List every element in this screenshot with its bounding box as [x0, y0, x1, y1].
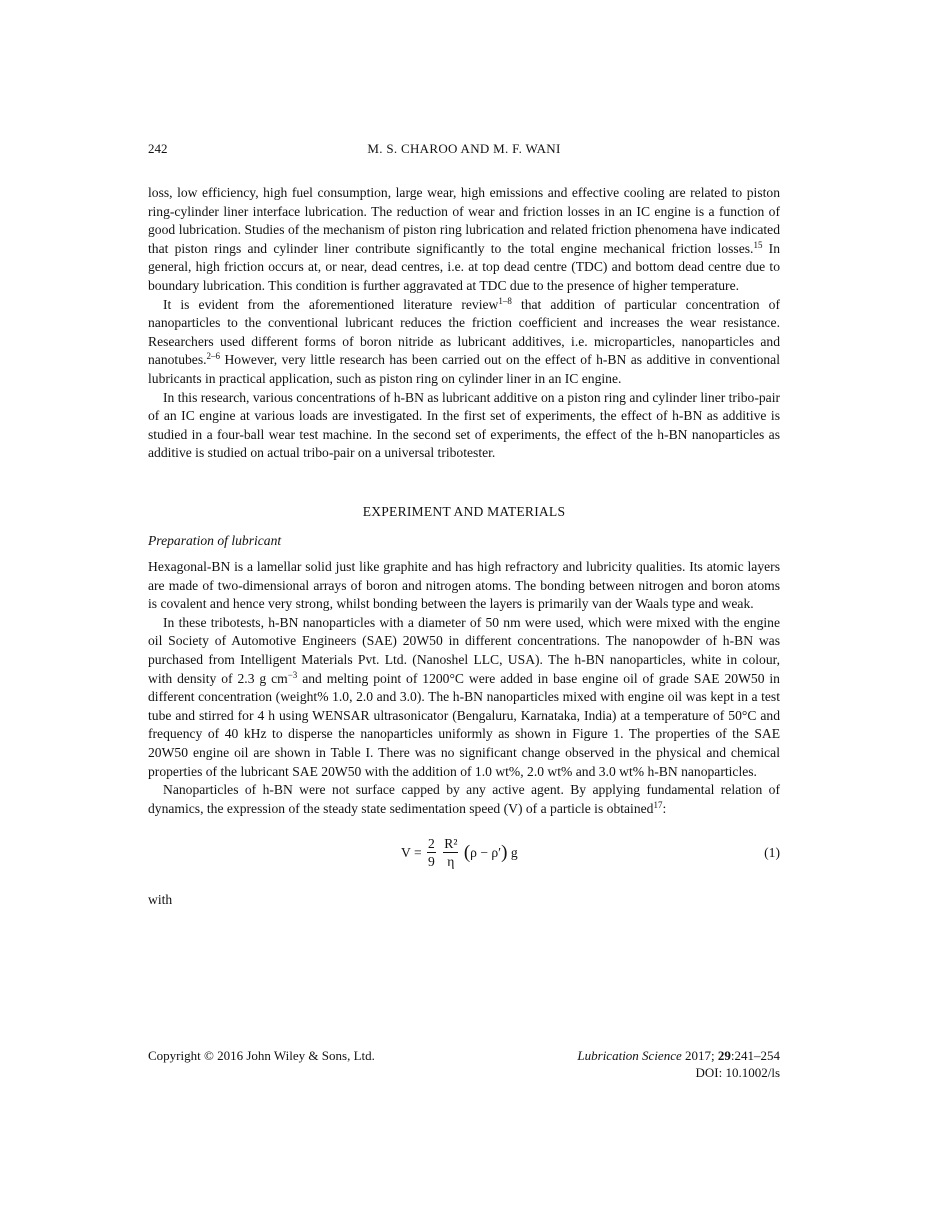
running-head	[148, 141, 780, 159]
intro-paragraph-3: In this research, various concentrations of h-BN as lubricant additive on a piston ring and cylinder liner tribo-pair of an IC engine at various loads are investigated. In the first set of experiments, the effect of h-BN as additive is studied in a four-ball wear test machine. In the second set of experiments, the effect of the h-BN nanoparticles as additive is studied on actual tribo-pair on a universal tribotester.	[148, 389, 780, 461]
running-head-authors: M. S. CHAROO AND M. F. WANI	[367, 141, 561, 156]
coefficient-denominator: 9	[428, 854, 435, 870]
open-paren: (	[463, 841, 471, 863]
copyright-notice: Copyright © 2016 John Wiley & Sons, Ltd.	[148, 1048, 375, 1063]
radius-viscosity-fraction	[443, 835, 458, 870]
citation-ref: 15	[753, 239, 763, 250]
doi: DOI: 10.1002/ls	[695, 1065, 780, 1080]
journal-citation	[577, 1047, 780, 1064]
intro-paragraph-1	[148, 184, 780, 296]
text-run: Nanoparticles of h-BN were not surface capped by any active agent. By applying fundamental relation of dynamics, the expression of the steady state sedimentation speed (V) of a particle is obtained	[148, 782, 780, 816]
text-run: :	[662, 800, 667, 816]
subsection-heading: Preparation of lubricant	[148, 532, 282, 548]
citation-ref: 1–8	[498, 295, 512, 306]
coefficient-fraction	[427, 835, 436, 870]
text-run: that addition of particular concentration of nanoparticles to the conventional lubricant reduces the friction coefficient and increases the wear resistance. Researchers used different forms of boron nitride as lubricant additives, i.e. microparticles, nanoparticles and nanotubes.	[148, 296, 781, 368]
text-run: In general, high friction occurs at, or near, dead centres, i.e. at top dead centre (TDC) and bottom dead centre due to boundary lubrication. This condition is further aggravated at TDC due to the presence of higher temperature.	[148, 240, 780, 293]
text-run: However, very little research has been carried out on the effect of h-BN as additive in conventional lubricants in practical application, such as piston ring on cylinder liner in an IC engine.	[148, 352, 780, 386]
equation-lhs: V =	[401, 844, 422, 860]
section-heading: EXPERIMENT AND MATERIALS	[362, 503, 566, 519]
close-paren: )	[501, 841, 508, 863]
citation-ref: 17	[653, 799, 663, 810]
density-difference: ρ − ρ′	[470, 844, 502, 860]
journal-pages: :241–254	[730, 1048, 780, 1063]
journal-year: 2017;	[681, 1048, 718, 1063]
gravity-term: g	[510, 844, 518, 860]
intro-paragraph-2	[148, 296, 780, 389]
radius-numerator: R²	[444, 836, 458, 852]
equation-1	[148, 829, 780, 881]
equation-body	[401, 835, 518, 870]
section-paragraph-1: Hexagonal-BN is a lamellar solid just like graphite and has high refractory and lubricity qualities. Its atomic layers are made of two-dimensional arrays of boron and nitrogen atoms. The bonding between nitrogen and boron atoms is covalent and hence very strong, whilst bonding between the layers is primarily van der Waals type and weak.	[148, 559, 780, 612]
article-body	[148, 184, 780, 910]
after-equation-text: with	[148, 892, 173, 908]
viscosity-denominator: η	[447, 854, 455, 870]
equation-number: (1)	[764, 845, 780, 861]
citation-info	[577, 1047, 780, 1081]
unit-exponent: −3	[287, 669, 298, 680]
text-run: loss, low efficiency, high fuel consumption, large wear, high emissions and effective cooling are related to piston ring-cylinder liner interface lubrication. The reduction of wear and friction losses in an IC engine is a function of good lubrication. Studies of the mechanism of piston ring lubrication and related friction phenomena have indicated that piston rings and cylinder liner contribute significantly to the total engine mechanical friction losses.	[148, 185, 780, 256]
journal-volume: 29	[717, 1048, 731, 1063]
section-paragraph-3	[148, 781, 780, 818]
text-run: It is evident from the aforementioned literature review	[163, 296, 499, 312]
section-paragraph-2	[148, 614, 780, 781]
text-run: and melting point of 1200°C were added in base engine oil of grade SAE 20W50 in different concentration (weight% 1.0, 2.0 and 3.0). The h-BN nanoparticles mixed with engine oil was kept in a test tube and stirred for 4 h using WENSAR ultrasonicator (Bengaluru, Karnataka, India) at a temperature of 50°C and frequency of 40 kHz to disperse the nanoparticles uniformly as shown in Figure 1. The properties of the SAE 20W50 engine oil are shown in Table I. There was no significant change observed in the physical and chemical properties of the lubricant SAE 20W50 with the addition of 1.0 wt%, 2.0 wt% and 3.0 wt% h-BN nanoparticles.	[148, 670, 780, 779]
journal-name: Lubrication Science	[577, 1048, 682, 1063]
page-number: 242	[148, 141, 168, 156]
text-run: In these tribotests, h-BN nanoparticles with a diameter of 50 nm were used, which were mixed with the engine oil Society of Automotive Engineers (SAE) 20W50 in different concentrations. The nanopowder of h-BN was purchased from Intelligent Materials Pvt. Ltd. (Nanoshel LLC, USA). The h-BN nanoparticles, white in colour, with density of 2.3 g cm	[148, 614, 780, 686]
coefficient-numerator: 2	[428, 836, 435, 852]
citation-ref: 2–6	[206, 351, 221, 362]
